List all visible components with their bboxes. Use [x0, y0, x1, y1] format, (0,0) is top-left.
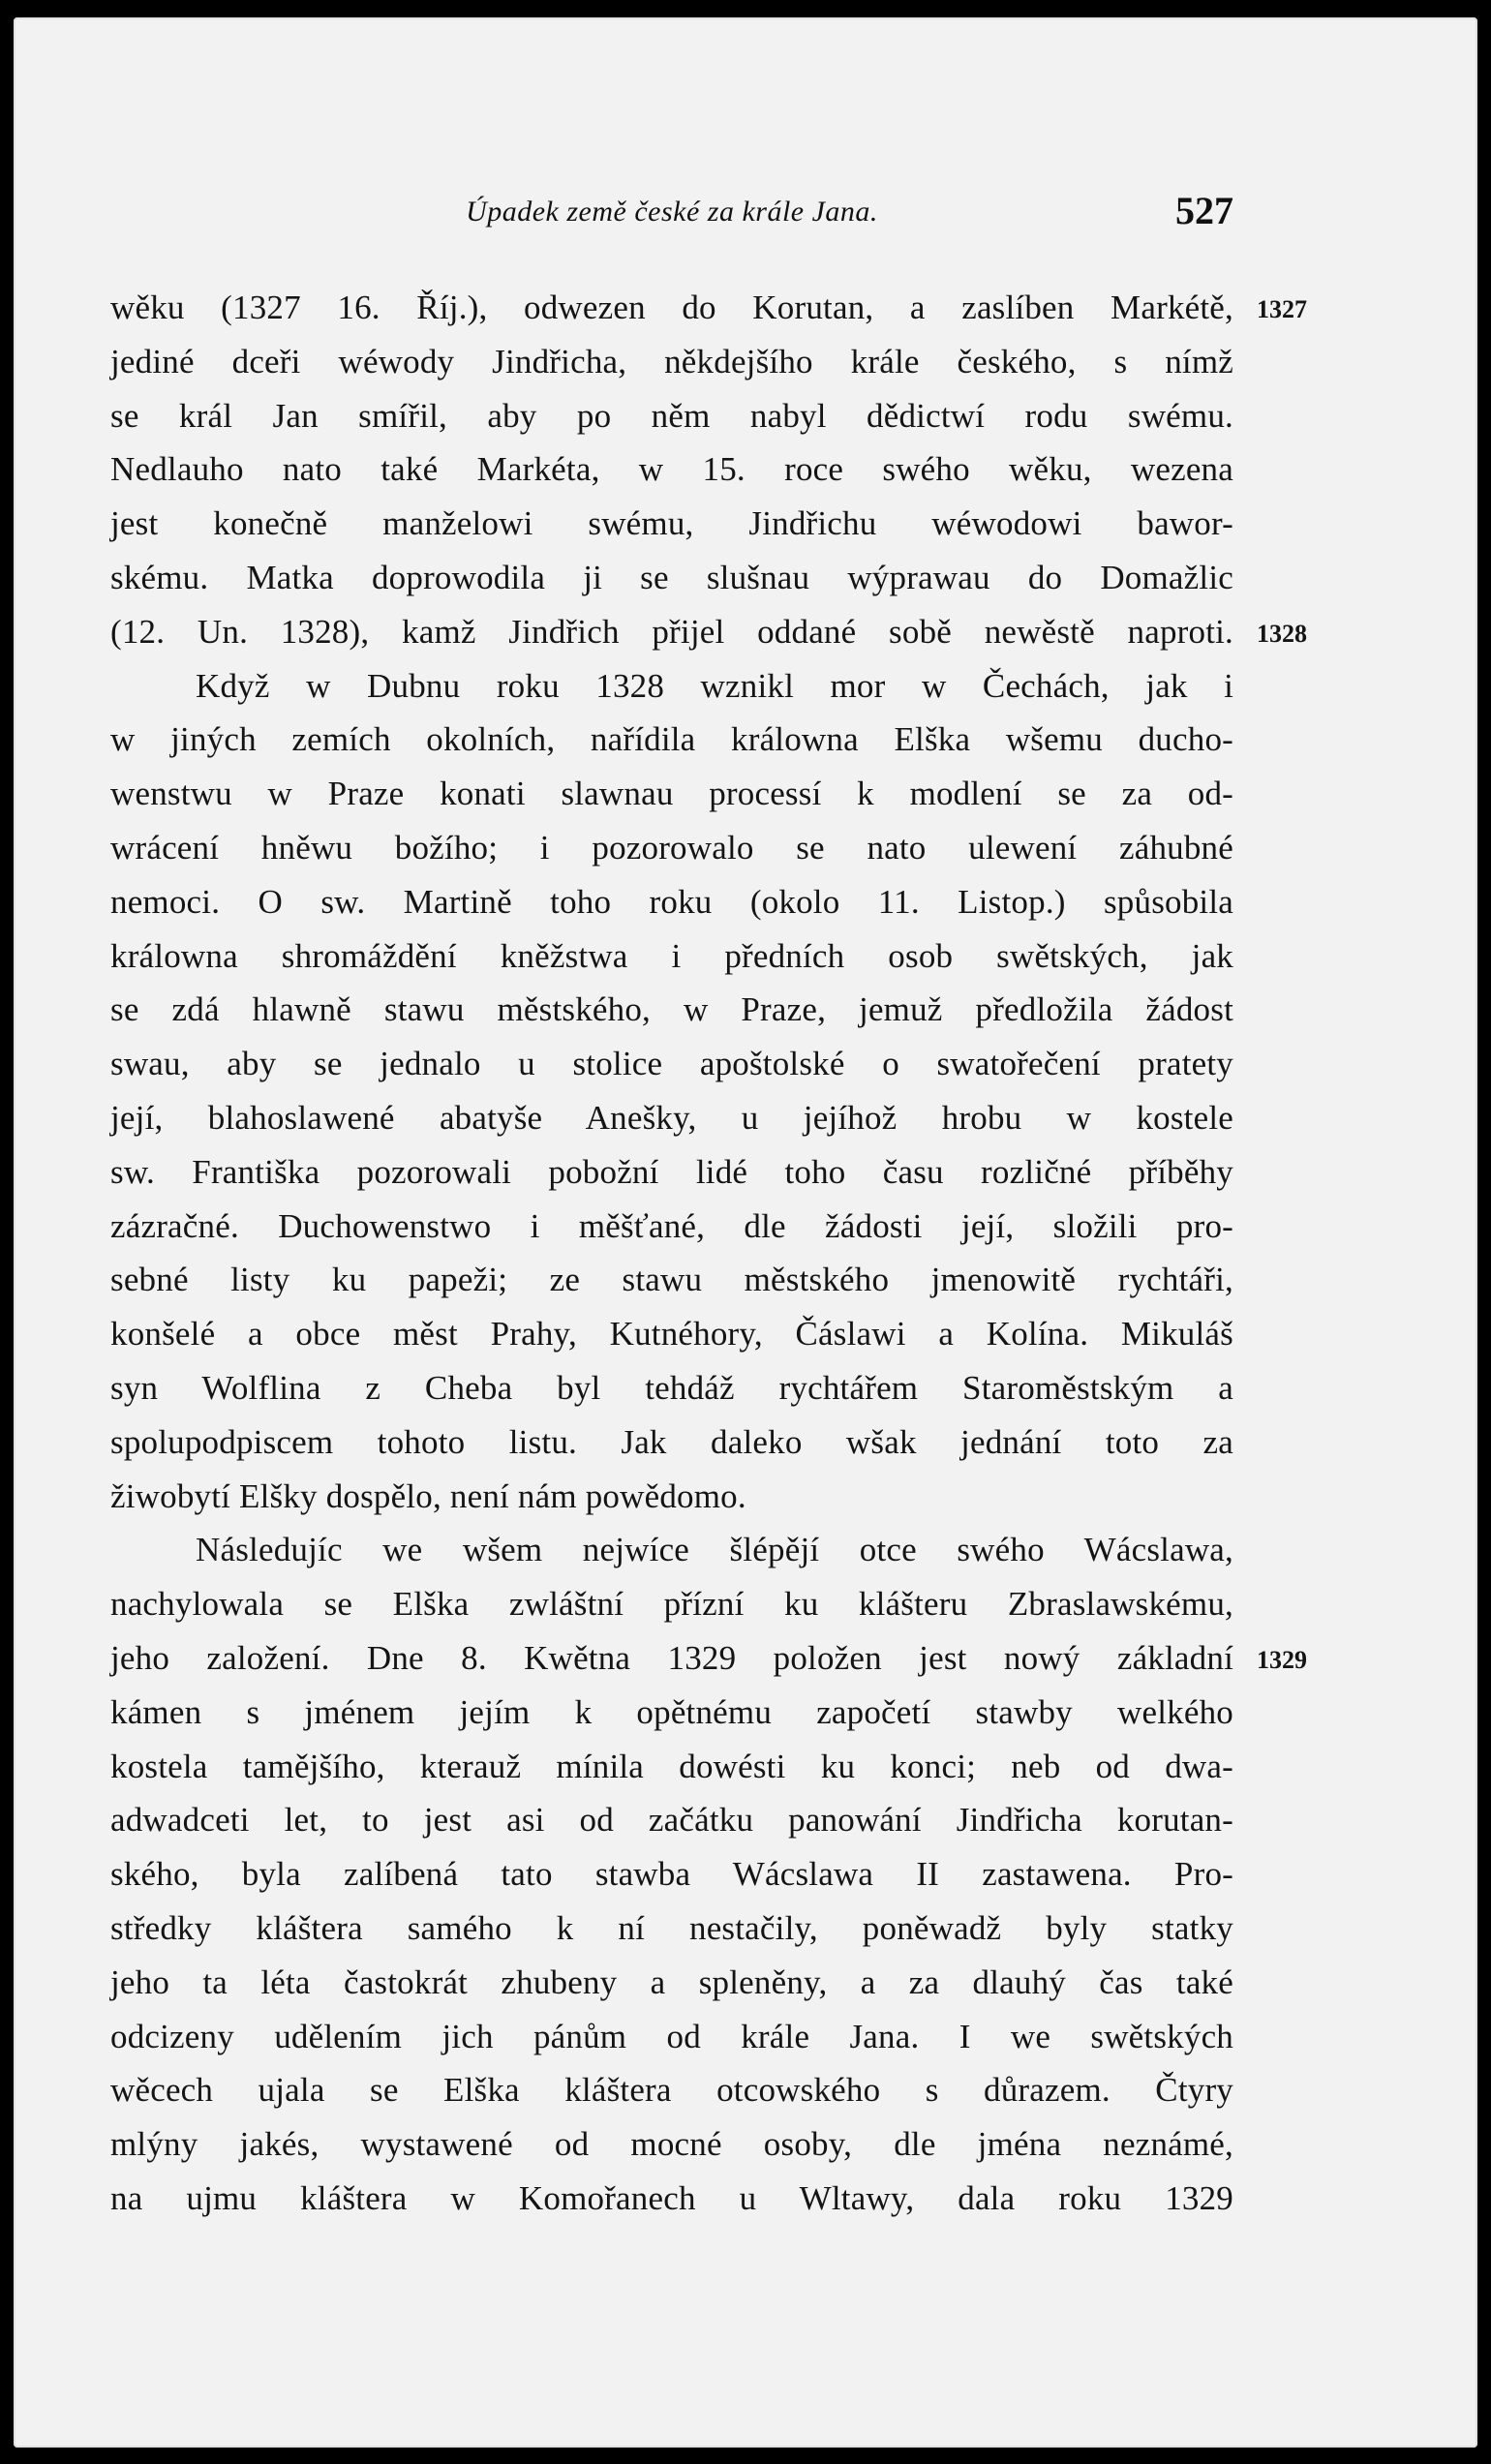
line-text: konšelé a obce měst Prahy, Kutnéhory, Čáslawi a Kolína. Mikuláš	[110, 1315, 1233, 1354]
text-line	[110, 659, 1233, 714]
line-text: zázračné. Duchowenstwo i měšťané, dle žádosti její, složili pro-	[110, 1206, 1233, 1245]
text-line	[110, 821, 1233, 875]
line-text: jeho založení. Dne 8. Kwětna 1329 položen jest nowý základní	[110, 1638, 1233, 1677]
line-text: králowna shromáždění kněžstwa i předních osob swětských, jak	[110, 936, 1233, 975]
line-text: jediné dceři wéwody Jindřicha, někdejšího krále českého, s nímž	[110, 342, 1233, 380]
text-line	[110, 983, 1233, 1037]
line-text: spolupodpiscem tohoto listu. Jak daleko wšak jednání toto za	[110, 1422, 1233, 1461]
line-text: syn Wolflina z Cheba byl tehdáž rychtářem Staroměstským a	[110, 1368, 1233, 1407]
line-text: sw. Františka pozorowali pobožní lidé toho času rozličné příběhy	[110, 1152, 1233, 1191]
text-line	[110, 497, 1233, 551]
text-line	[110, 1470, 1233, 1524]
text-line	[110, 2172, 1233, 2226]
line-text: jeho ta léta častokrát zhubeny a spleněny, a za dlauhý čas také	[110, 1962, 1233, 2001]
running-title: Úpadek země české za krále Jana.	[466, 196, 878, 228]
line-text: mlýny jakés, wystawené od mocné osoby, dle jména neznámé,	[110, 2125, 1233, 2164]
line-text: nemoci. O sw. Martině toho roku (okolo 11. Listop.) spůsobila	[110, 882, 1233, 921]
book-page	[14, 17, 1477, 2448]
text-line	[110, 1686, 1233, 1740]
line-text: w jiných zemích okolních, nařídila králowna Elška wšemu ducho-	[110, 720, 1233, 759]
text-line	[110, 1037, 1233, 1091]
text-line	[110, 875, 1233, 929]
text-line	[110, 2117, 1233, 2172]
line-text: Nedlauho nato také Markéta, w 15. roce swého wěku, wezena	[110, 450, 1233, 489]
margin-year: 1327	[1257, 295, 1307, 323]
margin-year: 1328	[1257, 619, 1307, 648]
text-line	[110, 713, 1233, 767]
line-text: jest konečně manželowi swému, Jindřichu wéwodowi bawor-	[110, 504, 1233, 543]
line-text: její, blahoslawené abatyše Anešky, u jejíhož hrobu w kostele	[110, 1098, 1233, 1137]
text-line	[110, 1307, 1233, 1361]
text-line	[110, 551, 1233, 605]
text-line	[110, 1956, 1233, 2010]
page-header	[110, 188, 1233, 242]
line-text: (12. Un. 1328), kamž Jindřich přijel oddané sobě newěstě naproti.	[110, 612, 1233, 651]
text-line	[110, 389, 1233, 443]
line-text: wěku (1327 16. Říj.), odwezen do Korutan, a zaslíben Markétě,	[110, 289, 1233, 326]
line-text: kostela tamějšího, kterauž mínila dowésti ku konci; neb od dwa-	[110, 1747, 1233, 1785]
line-text: se král Jan smířil, aby po něm nabyl dědictwí rodu swému.	[110, 396, 1233, 435]
text-line	[110, 767, 1233, 821]
text-line	[110, 1145, 1233, 1200]
line-text: wenstwu w Praze konati slawnau processí k modlení se za od-	[110, 775, 1233, 813]
text-line	[110, 1523, 1233, 1577]
text-line	[110, 1793, 1233, 1847]
page-number: 527	[1175, 189, 1233, 232]
body-text	[110, 281, 1307, 2226]
line-text: swau, aby se jednalo u stolice apoštolské o swatořečení pratety	[110, 1045, 1233, 1083]
text-line	[110, 1415, 1233, 1470]
text-line	[110, 1631, 1307, 1686]
text-line	[110, 281, 1307, 335]
text-line	[110, 605, 1307, 659]
line-text: Následujíc we wšem nejwíce šlépějí otce swého Wácslawa,	[196, 1531, 1233, 1569]
line-text: kámen s jménem jejím k opětnému započetí stawby welkého	[110, 1692, 1233, 1731]
line-text: středky kláštera samého k ní nestačily, poněwadž byly statky	[110, 1908, 1233, 1947]
text-line	[110, 1577, 1233, 1631]
line-text: sebné listy ku papeži; ze stawu městského jmenowitě rychtáři,	[110, 1261, 1233, 1299]
line-text: wěcech ujala se Elška kláštera otcowského s důrazem. Čtyry	[110, 2071, 1233, 2110]
text-line	[110, 1847, 1233, 1901]
line-text: Když w Dubnu roku 1328 wznikl mor w Čechách, jak i	[196, 666, 1233, 705]
line-text: ského, byla zalíbená tato stawba Wácslawa II zastawena. Pro-	[110, 1855, 1233, 1894]
text-line	[110, 1091, 1233, 1145]
margin-year: 1329	[1257, 1645, 1307, 1674]
text-line	[110, 2063, 1233, 2117]
text-line	[110, 2010, 1233, 2064]
text-line	[110, 442, 1233, 497]
text-line	[110, 929, 1233, 984]
text-line	[110, 1200, 1233, 1254]
line-text: nachylowala se Elška zwláštní přízní ku klášteru Zbraslawskému,	[110, 1585, 1233, 1624]
text-line	[110, 1901, 1233, 1956]
line-text: adwadceti let, to jest asi od začátku panowání Jindřicha korutan-	[110, 1801, 1233, 1840]
text-line	[110, 1253, 1233, 1307]
text-line	[110, 1740, 1233, 1794]
line-text: se zdá hlawně stawu městského, w Praze, jemuž předložila žádost	[110, 990, 1233, 1029]
text-line	[110, 1361, 1233, 1415]
line-text: wrácení hněwu božího; i pozorowalo se nato ulewení záhubné	[110, 828, 1233, 867]
line-text: odcizeny udělením jich pánům od krále Jana. I we swětských	[110, 2017, 1233, 2055]
line-text: na ujmu kláštera w Komořanech u Wltawy, dala roku 1329	[110, 2178, 1233, 2217]
text-line	[110, 335, 1233, 389]
line-text: žiwobytí Elšky dospělo, není nám powědomo.	[110, 1476, 746, 1515]
line-text: skému. Matka doprowodila ji se slušnau wýprawau do Domažlic	[110, 558, 1233, 596]
